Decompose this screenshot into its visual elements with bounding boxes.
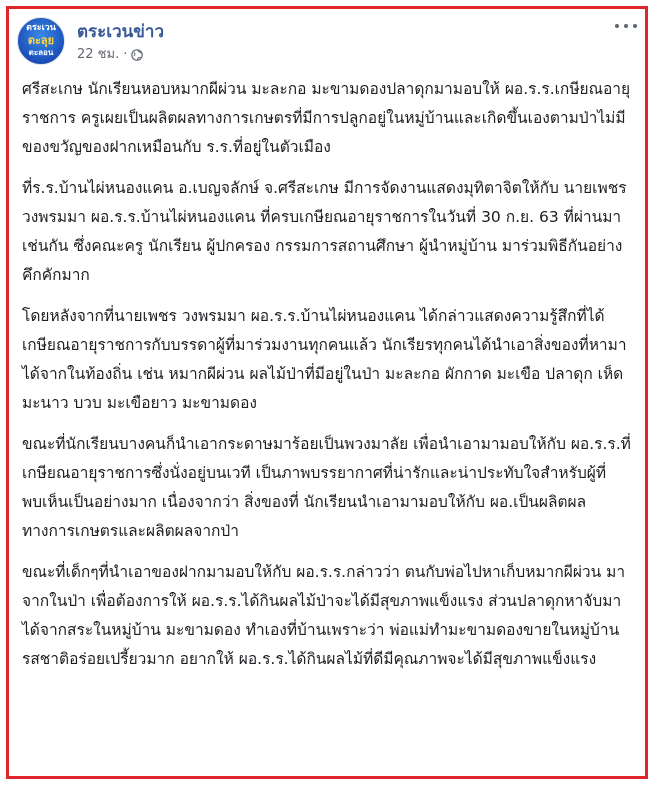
more-dot <box>633 24 637 28</box>
post-paragraph-4: ขณะที่นักเรียนบางคนก็นำเอากระดาษมาร้อยเป็นพวงมาลัย เพื่อนำเอามามอบให้กับ ผอ.ร.ร.ที่เกษียณอายุราชการซึ่งนั่งอยู่บนเวที เป็นภาพบรรยากาศที่น่ารักและน่าประทับใจสำหรับผู้ที่พบเห็นเป็นอย่างมาก เนื่องจากว่า สิ่งของที่ นักเรียนนำเอามามอบให้กับ ผอ.เป็นผลิตผลทางการเกษตรและผลิตผลจากป่า <box>22 435 631 540</box>
post-meta <box>77 47 143 63</box>
post-body <box>22 75 638 686</box>
more-options-icon[interactable] <box>615 19 637 33</box>
post-timestamp[interactable]: 22 ชม. <box>77 47 120 62</box>
page-name-link[interactable]: ตระเวนข่าว <box>77 22 164 42</box>
more-dot <box>615 24 619 28</box>
avatar-text-line2: ตะลุย <box>27 34 55 47</box>
page-avatar[interactable] <box>17 17 65 65</box>
avatar-text-line1: ตระเวน <box>26 23 56 33</box>
meta-separator: · <box>123 47 128 62</box>
post-paragraph-5: ขณะที่เด็กๆที่นำเอาของฝากมามอบให้กับ ผอ.ร.ร.กล่าวว่า ตนกับพ่อไปหาเก็บหมากผีผ่วน มาจากในป่า เพื่อต้องการให้ ผอ.ร.ร.ได้กินผลไม้ป่าจะได้มีสุขภาพแข็งแรง ส่วนปลาดุกหาจับมาได้จากสระในหมู่บ้าน มะขามดอง ทำเองที่บ้านเพราะว่า พ่อแม่ทำมะขามดองขายในหมู่บ้านรสชาติอร่อยเปรี้ยวมาก อยากให้ ผอ.ร.ร.ได้กินผลไม้ที่ดีมีคุณภาพจะได้มีสุขภาพแข็งแรง <box>22 563 626 668</box>
post-paragraph-1: ศรีสะเกษ นักเรียนหอบหมากผีผ่วน มะละกอ มะขามดองปลาดุกมามอบให้ ผอ.ร.ร.เกษียณอายุราชการ ครูเผยเป็นผลิตผลทางการเกษตรที่มีการปลูกอยู่ในหมู่บ้านและเกิดขึ้นเองตามป่าไม่มีของขวัญของฝากเหมือนกับ ร.ร.ที่อยู่ในตัวเมือง <box>22 80 631 156</box>
globe-icon[interactable] <box>131 49 143 61</box>
more-dot <box>624 24 628 28</box>
post-paragraph-2: ที่ร.ร.บ้านไผ่หนองแคน อ.เบญจลักษ์ จ.ศรีสะเกษ มีการจัดงานแสดงมุทิตาจิตให้กับ นายเพชร วงพรมมา ผอ.ร.ร.บ้านไผ่หนองแคน ที่ครบเกษียณอายุราชการในวันที่ 30 ก.ย. 63 ที่ผ่านมาเช่นกัน ซึ่งคณะครู นักเรียน ผู้ปกครอง กรรมการสถานศึกษา ผู้นำหมู่บ้าน มาร่วมพิธีกันอย่างคึกคักมาก <box>22 179 627 284</box>
post-paragraph-3: โดยหลังจากที่นายเพชร วงพรมมา ผอ.ร.ร.บ้านไผ่หนองแคน ได้กล่าวแสดงความรู้สึกที่ได้เกษียณอายุราชการกับบรรดาผู้ที่มาร่วมงานทุกคนแล้ว นักเรียรทุกคนได้นำเอาสิ่งของที่หามาได้จากในท้องถิ่น เช่น หมากผีผ่วน ผลไม้ป่าที่มีอยู่ในป่า มะละกอ ผักกาด มะเขือ ปลาดุก เห็ด มะนาว บวบ มะเขือยาว มะขามดอง <box>22 307 627 412</box>
avatar-text-line3: ตะลอน <box>28 48 54 57</box>
post-card <box>6 6 648 779</box>
